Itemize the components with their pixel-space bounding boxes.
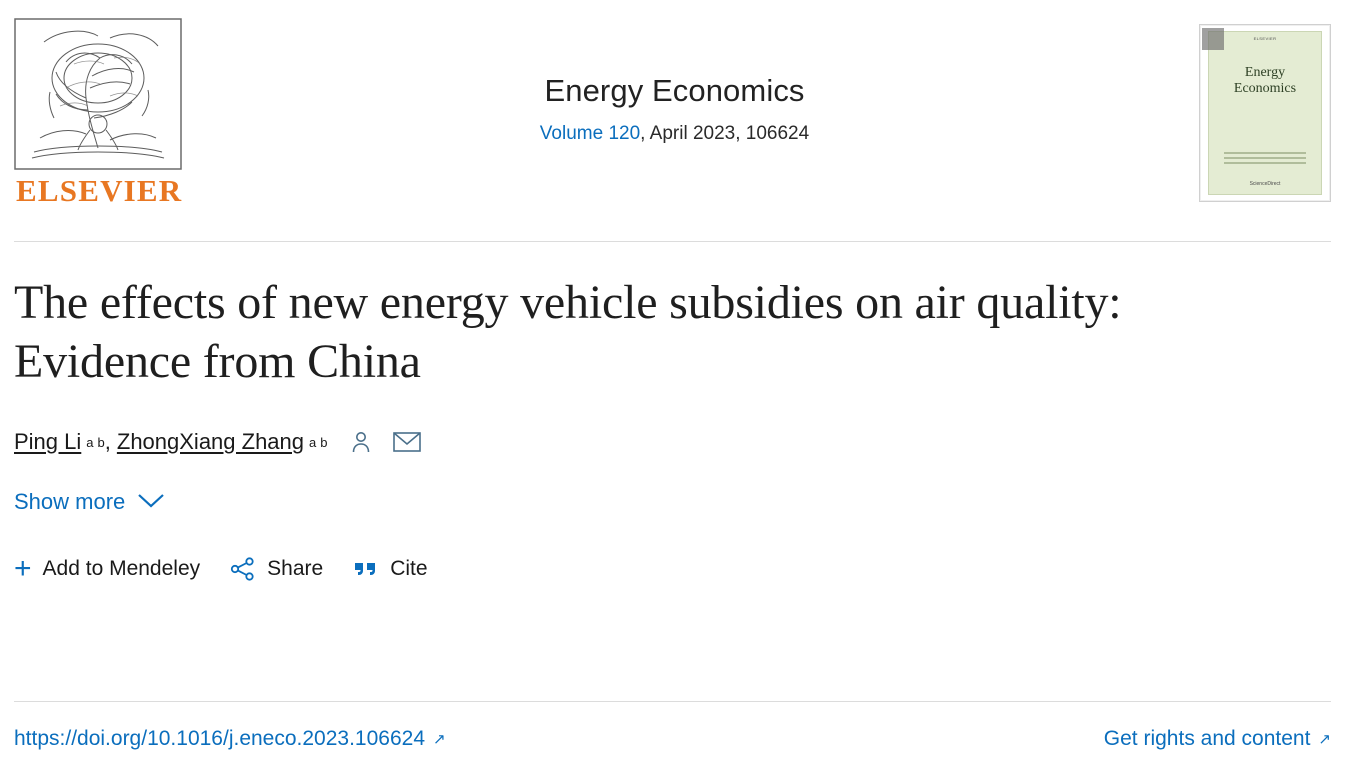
author-link-1[interactable]: Ping Li: [14, 429, 82, 455]
cover-elsevier-mark-icon: [1202, 28, 1224, 50]
author-separator: ,: [104, 429, 111, 455]
volume-link[interactable]: Volume 120: [539, 123, 641, 145]
issue-meta: , April 2023, 106624: [640, 123, 810, 145]
plus-icon: +: [14, 552, 32, 586]
cover-title: [1234, 65, 1296, 97]
cover-title-line2: Economics: [1233, 81, 1297, 97]
cover-decorative-lines: [1224, 149, 1307, 167]
cite-label: Cite: [390, 557, 428, 581]
journal-cover-image[interactable]: [1199, 24, 1331, 202]
author-profile-icon[interactable]: [349, 429, 373, 455]
share-label: Share: [267, 557, 324, 581]
doi-link[interactable]: [14, 727, 446, 751]
external-link-icon: ↗: [1318, 730, 1331, 748]
author-1-affiliation-b[interactable]: b: [97, 434, 105, 450]
show-more-button[interactable]: [14, 489, 165, 515]
page-title: The effects of new energy vehicle subsidies on air quality: Evidence from China: [14, 276, 1122, 388]
get-rights-and-content-link[interactable]: [1104, 727, 1331, 751]
cover-masthead: ELSEVIER: [1253, 36, 1277, 41]
header-divider: [14, 241, 1331, 242]
journal-cover-inner: [1208, 31, 1322, 195]
journal-header: [0, 0, 1349, 242]
author-2-affiliation-a[interactable]: a: [309, 434, 317, 450]
corresponding-author-email-icon[interactable]: [393, 431, 421, 453]
author-icon-group: [349, 429, 421, 455]
show-more-label: Show more: [14, 489, 126, 515]
cover-title-line1: Energy: [1244, 65, 1286, 80]
journal-info: [0, 72, 1349, 145]
elsevier-wordmark: ELSEVIER: [16, 173, 183, 208]
doi-text: https://doi.org/10.1016/j.eneco.2023.106624: [14, 726, 425, 750]
share-nodes-icon: [230, 557, 256, 581]
author-list: [14, 429, 1331, 455]
article-header: [0, 242, 1349, 586]
author-2-affiliation-b[interactable]: b: [320, 434, 328, 450]
external-link-icon: ↗: [433, 730, 446, 748]
journal-issue-line: [0, 123, 1349, 145]
article-action-bar: [14, 552, 1331, 586]
chevron-down-icon: [137, 489, 165, 515]
author-1-affiliation-a[interactable]: a: [86, 434, 94, 450]
article-footer: [14, 701, 1331, 775]
add-to-mendeley-label: Add to Mendeley: [42, 557, 201, 581]
share-button[interactable]: [230, 557, 323, 581]
quote-icon: [353, 559, 379, 579]
author-link-2[interactable]: ZhongXiang Zhang: [116, 429, 305, 455]
cite-button[interactable]: [353, 557, 427, 581]
cover-footer-text: ScienceDirect: [1249, 181, 1281, 187]
add-to-mendeley-button[interactable]: [14, 552, 201, 586]
rights-label: Get rights and content: [1103, 726, 1311, 750]
journal-title[interactable]: Energy Economics: [544, 73, 805, 108]
